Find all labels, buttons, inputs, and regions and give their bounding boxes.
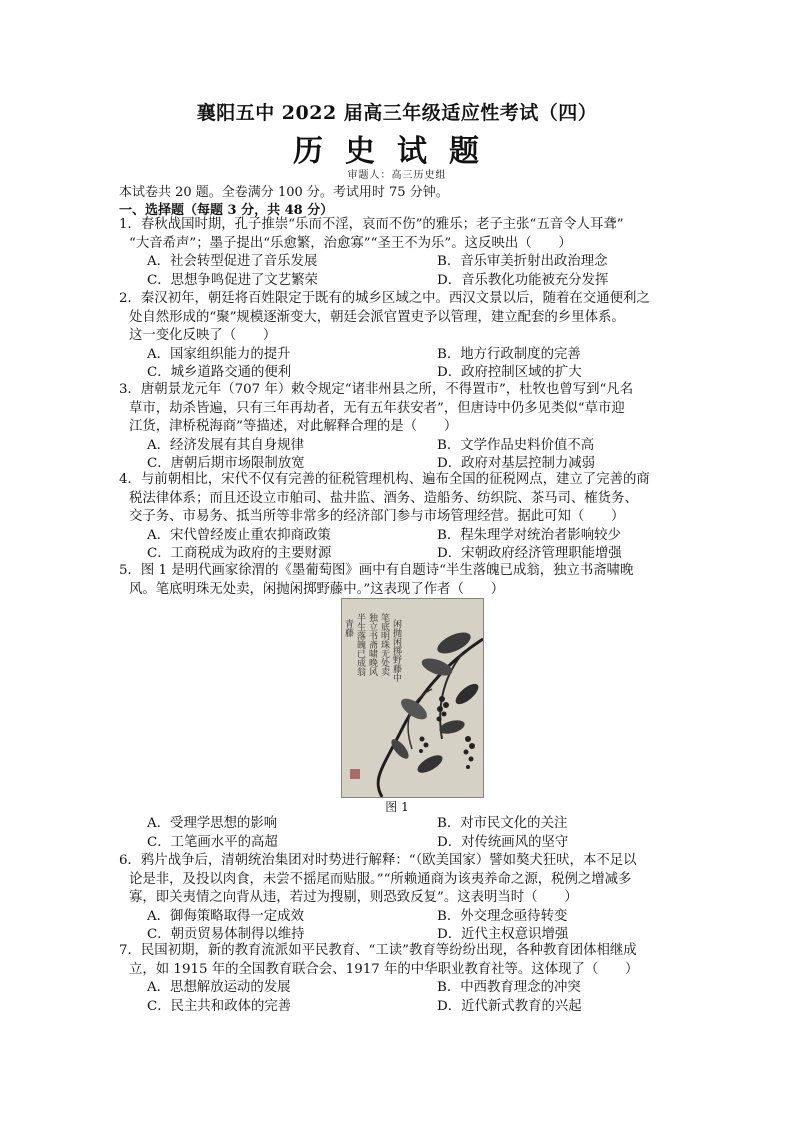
figure-caption: 图 1 (385, 800, 409, 814)
option-list (119, 527, 689, 564)
option-d[interactable]: D．政府对基层控制力减弱 (437, 456, 596, 471)
option-list (119, 815, 689, 852)
section-heading: 一、选择题（每题 3 分，共 48 分） (119, 203, 334, 218)
option-list (119, 908, 689, 945)
svg-text:独立书斋啸晚风: 独立书斋啸晚风 (367, 613, 377, 676)
question-text: 税法律体系；而且还设立市舶司、盐井监、酒务、造船务、纺织院、茶马司、榷货务、 (129, 490, 638, 506)
question-2 (119, 290, 689, 383)
option-list (119, 346, 689, 383)
question-text: 5．图 1 是明代画家徐渭的《墨葡萄图》画中有自题诗“半生落魄已成翁，独立书斋啸晚 (119, 563, 634, 578)
question-5-options (119, 815, 689, 852)
question-text: 寡，即关夷情之向背从违，若过为搜剔，则恐致反复”。这表明当时（ ） (129, 890, 578, 905)
question-text: 草市，劫杀皆遍，只有三年再劫者，无有五年获安者”，但唐诗中仍多见类似“草市迎 (129, 400, 625, 416)
option-c[interactable]: C．唐朝后期市场限制放宽 (147, 456, 305, 471)
question-text: 6．鸦片战争后，清朝统治集团对时势进行解释：“（欧美国家）譬如獒犬狂吠，本不足以 (119, 853, 637, 868)
option-a[interactable]: A．受理学思想的影响 (147, 816, 278, 831)
question-text: 3．唐朝景龙元年（707 年）敕令规定“诸非州县之所，不得置市”，杜牧也曾写到“凡名 (119, 382, 634, 397)
question-1 (119, 216, 689, 290)
exam-info: 本试卷共 20 题。全卷满分 100 分。考试用时 75 分钟。 (119, 185, 449, 200)
option-list (119, 979, 689, 1016)
option-a[interactable]: A．经济发展有其自身规律 (147, 437, 304, 453)
question-text: 论是非，及投以肉食，未尝不摇尾而贴服。”“所赖通商为该夷养命之源，税例之增减多 (129, 871, 632, 887)
exam-title: 襄阳五中 2022 届高三年级适应性考试（四） (196, 102, 598, 124)
question-6 (119, 852, 689, 945)
question-text: 立，如 1915 年的全国教育联合会、1917 年的中华职业教育社等。这体现了（ ） (129, 961, 639, 977)
option-list (119, 437, 689, 474)
subject-title: 历史试题 (293, 134, 501, 169)
option-b[interactable]: B．外交理念亟待转变 (437, 908, 568, 924)
svg-text:青藤: 青藤 (343, 619, 353, 637)
option-c[interactable]: C．工商税成为政府的主要财源 (147, 546, 332, 561)
option-b[interactable]: B．对市民文化的关注 (437, 816, 568, 831)
option-d[interactable]: D．政府控制区域的扩大 (437, 365, 582, 380)
option-a[interactable]: A．宋代曾经废止重农抑商政策 (147, 527, 331, 543)
reviewer-line: 审题人：高三历史组 (347, 170, 447, 181)
svg-text:闲抛闲掷野藤中: 闲抛闲掷野藤中 (391, 619, 401, 682)
question-text: 2．秦汉初年，朝廷将百姓限定于既有的城乡区域之中。西汉文景以后，随着在交通便利之 (119, 291, 650, 306)
question-text: 1．春秋战国时期，孔子推崇“乐而不淫，哀而不伤”的雅乐；老子主张“五音令人耳聋” (119, 217, 624, 232)
question-text: 交子务、市易务、抵当所等非常多的经济部门参与市场管理经营。据此可知（ ） (129, 509, 625, 524)
option-list (119, 253, 689, 290)
ink-grape-painting-svg (342, 599, 483, 797)
option-c[interactable]: C．朝贡贸易体制得以维持 (147, 927, 305, 942)
question-text: 风。笔底明珠无处卖，闲抛闲掷野藤中。”这表现了作者（ ） (129, 581, 505, 597)
question-text: 7．民国初期，新的教育流派如平民教育、“工读”教育等纷纷出现，各种教育团体相继成 (119, 943, 637, 958)
question-text: 这一变化反映了（ ） (129, 328, 277, 343)
option-b[interactable]: B．地方行政制度的完善 (437, 346, 581, 362)
option-c[interactable]: C．工笔画水平的高超 (147, 834, 278, 850)
option-b[interactable]: B．中西教育理念的冲突 (437, 980, 581, 995)
option-a[interactable]: A．思想解放运动的发展 (147, 980, 291, 995)
option-b[interactable]: B．音乐审美折射出政治理念 (437, 254, 608, 269)
question-7 (119, 942, 689, 1016)
option-c[interactable]: C．思想争鸣促进了文艺繁荣 (147, 272, 318, 288)
option-d[interactable]: D．音乐教化功能被充分发挥 (437, 272, 609, 288)
option-b[interactable]: B．程朱理学对统治者影响较少 (437, 527, 621, 543)
question-text: 处自然形成的“聚”规模逐渐变大，朝廷会派官置吏予以管理，建立配套的乡里体系。 (129, 309, 625, 325)
option-d[interactable]: D．近代主权意识增强 (437, 927, 569, 942)
option-d[interactable]: D．宋朝政府经济管理职能增强 (437, 546, 622, 561)
option-a[interactable]: A．社会转型促进了音乐发展 (147, 254, 318, 269)
option-d[interactable]: D．近代新式教育的兴起 (437, 998, 582, 1014)
svg-text:半生落魄已成翁: 半生落魄已成翁 (355, 613, 365, 676)
option-c[interactable]: C．城乡道路交通的便利 (147, 365, 292, 380)
question-text: “大音希声”；墨子提出“乐愈繁，治愈寡”“圣王不为乐”。这反映出（ ） (129, 235, 572, 251)
question-text: 江货，津桥税海商”等描述，对此解释合理的是（ ） (129, 419, 458, 434)
option-a[interactable]: A．国家组织能力的提升 (147, 346, 291, 362)
question-4 (119, 471, 689, 564)
option-a[interactable]: A．御侮策略取得一定成效 (147, 908, 304, 924)
svg-text:笔底明珠无处卖: 笔底明珠无处卖 (379, 613, 389, 676)
option-d[interactable]: D．对传统画风的坚守 (437, 834, 569, 850)
option-c[interactable]: C．民主共和政体的完善 (147, 998, 292, 1014)
question-5 (119, 562, 689, 599)
question-text: 4．与前朝相比，宋代不仅有完善的征税管理机构、遍布全国的征税网点，建立了完善的商 (119, 472, 650, 487)
ink-grape-painting (341, 598, 484, 798)
option-b[interactable]: B．文学作品史料价值不高 (437, 437, 595, 453)
question-3 (119, 381, 689, 474)
